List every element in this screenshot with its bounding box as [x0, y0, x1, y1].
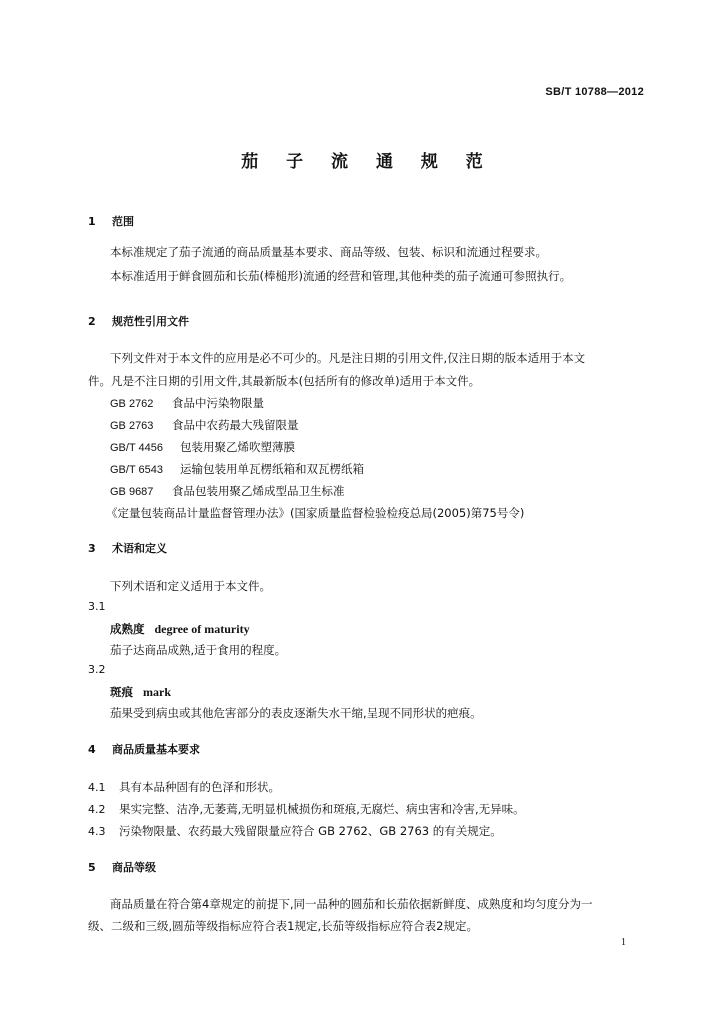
paragraph: 本标准适用于鲜食圆茄和长茄(棒槌形)流通的经营和管理,其他种类的茄子流通可参照执行。 — [110, 269, 572, 283]
section-title: 范围 — [112, 215, 134, 228]
term-english: degree of maturity — [154, 622, 250, 636]
section-number: 1 — [88, 215, 96, 228]
page-title: 茄 子 流 通 规 范 — [241, 152, 494, 172]
standard-code: SB/T 10788—2012 — [545, 86, 644, 98]
requirement-item — [88, 801, 525, 817]
paragraph-line: 商品质量在符合第4章规定的前提下,同一品种的圆茄和长茄依据新鲜度、成熟度和均匀度分为一 — [110, 897, 593, 911]
section-title: 规范性引用文件 — [112, 315, 189, 328]
paragraph: 本标准规定了茄子流通的商品质量基本要求、商品等级、包装、标识和流通过程要求。 — [110, 245, 547, 259]
reference-number: GB/T 4456 — [110, 442, 163, 454]
section-number: 4 — [88, 743, 96, 756]
section-number: 2 — [88, 315, 96, 328]
reference-title: 包装用聚乙烯吹塑薄膜 — [180, 440, 295, 454]
requirement-item — [88, 779, 280, 795]
reference-item — [110, 395, 264, 411]
section-number: 5 — [88, 861, 96, 874]
section-number: 3 — [88, 542, 96, 555]
clause-number: 4.3 — [88, 825, 106, 838]
reference-title: 运输包装用单瓦楞纸箱和双瓦楞纸箱 — [180, 462, 364, 476]
clause-text: 具有本品种固有的色泽和形状。 — [119, 780, 280, 794]
reference-title: 食品包装用聚乙烯成型品卫生标准 — [172, 484, 345, 498]
term-definition: 茄果受到病虫或其他危害部分的表皮逐渐失水干缩,呈现不同形状的疤痕。 — [110, 706, 482, 720]
section-5-heading — [88, 859, 156, 875]
term-heading — [110, 684, 171, 700]
reference-title: 食品中污染物限量 — [172, 396, 264, 410]
page-number: 1 — [621, 937, 626, 948]
section-title: 商品质量基本要求 — [112, 743, 200, 756]
requirement-item — [88, 823, 502, 839]
clause-text: 污染物限量、农药最大残留限量应符合 GB 2762、GB 2763 的有关规定。 — [119, 824, 502, 838]
paragraph: 下列术语和定义适用于本文件。 — [110, 579, 271, 593]
section-2-heading — [88, 313, 189, 329]
reference-item — [110, 417, 299, 433]
reference-number: GB 2763 — [110, 420, 154, 432]
term-chinese: 斑痕 — [110, 685, 133, 699]
reference-title: 食品中农药最大残留限量 — [172, 418, 299, 432]
term-number: 3.1 — [88, 600, 106, 613]
section-4-heading — [88, 741, 200, 757]
term-definition: 茄子达商品成熟,适于食用的程度。 — [110, 643, 287, 657]
reference-item — [110, 483, 345, 499]
reference-number: GB/T 6543 — [110, 464, 163, 476]
term-heading — [110, 621, 250, 637]
regulation-reference: 《定量包装商品计量监督管理办法》(国家质量监督检验检疫总局(2005)第75号令) — [106, 506, 525, 520]
paragraph-line: 级、二级和三级,圆茄等级指标应符合表1规定,长茄等级指标应符合表2规定。 — [88, 919, 478, 933]
term-english: mark — [143, 685, 171, 699]
paragraph-line: 下列文件对于本文件的应用是必不可少的。凡是注日期的引用文件,仅注日期的版本适用于本文 — [110, 351, 586, 365]
term-number: 3.2 — [88, 663, 106, 676]
clause-number: 4.1 — [88, 781, 106, 794]
reference-item — [110, 461, 364, 477]
section-title: 术语和定义 — [112, 542, 167, 555]
term-chinese: 成熟度 — [110, 622, 145, 636]
section-1-heading — [88, 213, 134, 229]
reference-number: GB 9687 — [110, 486, 154, 498]
paragraph-line: 件。凡是不注日期的引用文件,其最新版本(包括所有的修改单)适用于本文件。 — [88, 374, 481, 388]
clause-text: 果实完整、洁净,无萎蔫,无明显机械损伤和斑痕,无腐烂、病虫害和冷害,无异味。 — [119, 802, 525, 816]
section-title: 商品等级 — [112, 861, 156, 874]
clause-number: 4.2 — [88, 803, 106, 816]
reference-item — [110, 439, 295, 455]
reference-number: GB 2762 — [110, 398, 154, 410]
section-3-heading — [88, 540, 167, 556]
